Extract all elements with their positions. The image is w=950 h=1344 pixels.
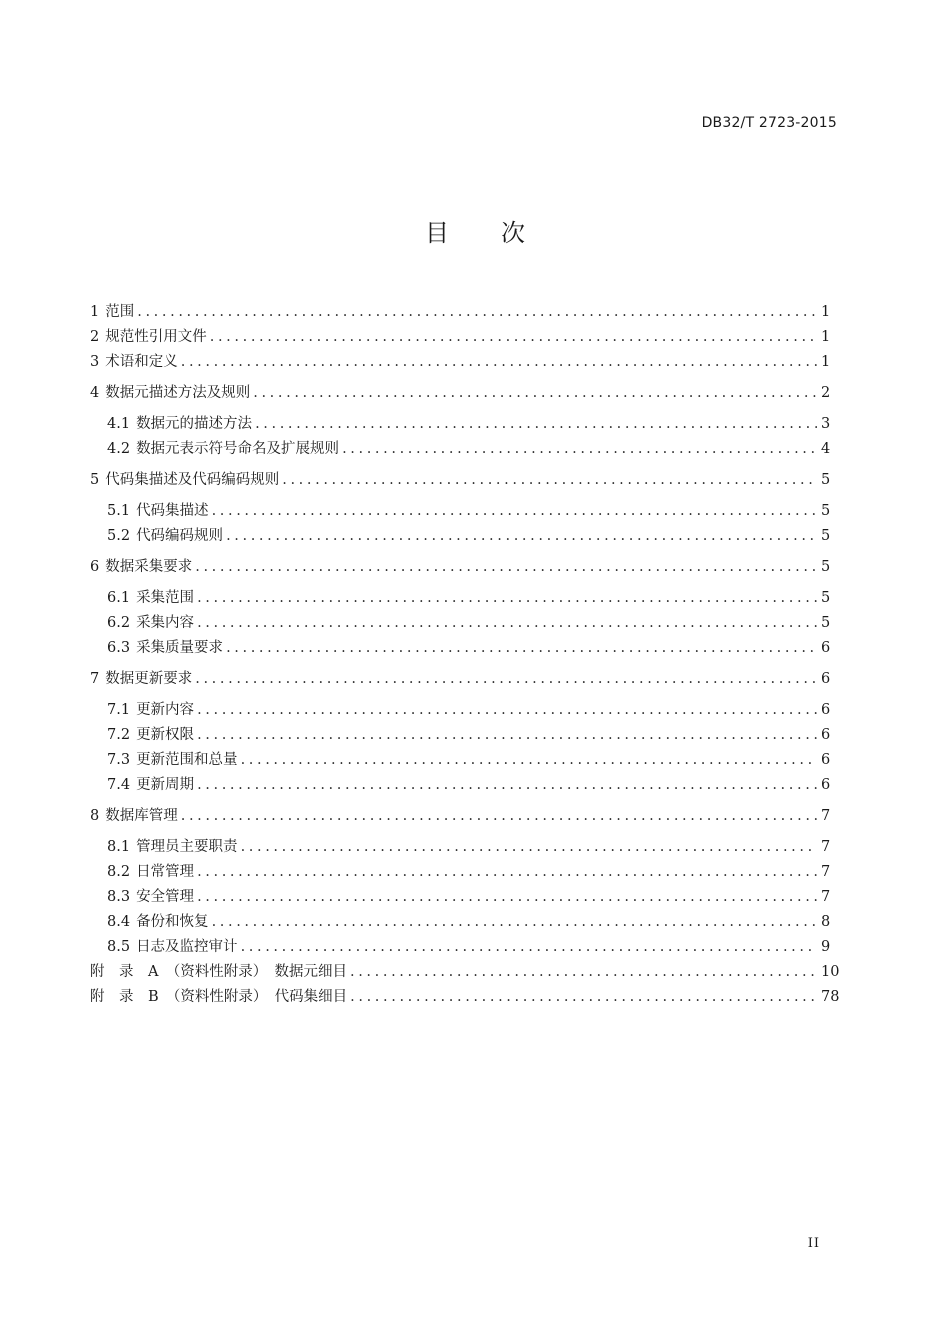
annex-label: 数据元细目 — [274, 964, 347, 980]
toc-entry[interactable] — [90, 437, 829, 462]
toc-leader-dots — [181, 350, 817, 375]
toc-entry-page: 5 — [821, 615, 831, 631]
toc-entry[interactable] — [90, 350, 829, 375]
toc-entry[interactable] — [90, 381, 829, 406]
toc-entry-label: 代码集描述 — [136, 503, 209, 519]
toc-entry[interactable] — [90, 885, 829, 910]
toc-entry-label: 术语和定义 — [105, 354, 178, 370]
toc-leader-dots — [241, 835, 817, 860]
toc-entry[interactable] — [90, 325, 829, 350]
toc-leader-dots — [255, 412, 817, 437]
toc-entry-label: 代码编码规则 — [136, 528, 224, 544]
toc-entry-page: 1 — [821, 354, 831, 370]
toc-entry-number: 6.3 — [107, 640, 131, 656]
toc-entry-page: 3 — [821, 416, 831, 432]
toc-entry-label: 采集质量要求 — [136, 640, 224, 656]
toc-entry-page: 5 — [821, 559, 831, 575]
toc-entry[interactable] — [90, 555, 829, 580]
toc-entry[interactable] — [90, 636, 829, 661]
toc-entry-label: 更新周期 — [136, 777, 195, 793]
toc-entry-number: 4 — [90, 385, 100, 401]
toc-entry-number: 5.1 — [107, 503, 131, 519]
toc-leader-dots — [195, 555, 817, 580]
toc-entry-label: 日常管理 — [136, 864, 195, 880]
toc-entry-label: 更新权限 — [136, 727, 195, 743]
toc-entry[interactable] — [90, 698, 829, 723]
toc-entry-number: 7.1 — [107, 702, 131, 718]
toc-entry-number: 6 — [90, 559, 100, 575]
toc-entry-label: 更新内容 — [136, 702, 195, 718]
toc-entry-number: 8 — [90, 808, 100, 824]
toc-entry-page: 4 — [821, 441, 831, 457]
toc-entry[interactable] — [90, 804, 829, 829]
document-code: DB32/T 2723-2015 — [701, 115, 837, 131]
toc-leader-dots — [197, 860, 817, 885]
toc-entry-label: 采集范围 — [136, 590, 195, 606]
toc-annex-entry[interactable] — [90, 985, 840, 1010]
toc-entry-page: 6 — [821, 777, 831, 793]
toc-entry-label: 数据采集要求 — [105, 559, 193, 575]
toc-entry-number: 6.2 — [107, 615, 131, 631]
toc-entry-page: 7 — [821, 889, 831, 905]
toc-leader-dots — [197, 698, 817, 723]
toc-entry-page: 9 — [821, 939, 831, 955]
toc-entry-label: 数据库管理 — [105, 808, 178, 824]
toc-leader-dots — [197, 885, 817, 910]
toc-entry-number: 8.3 — [107, 889, 131, 905]
toc-entry-number: 3 — [90, 354, 100, 370]
toc-entry-number: 7.2 — [107, 727, 131, 743]
toc-entry-label: 备份和恢复 — [136, 914, 209, 930]
toc-entry-label: 数据更新要求 — [105, 671, 193, 687]
toc-entry-label: 数据元表示符号命名及扩展规则 — [136, 441, 340, 457]
annex-label: 代码集细目 — [274, 989, 348, 1005]
toc-entry-label: 采集内容 — [136, 615, 195, 631]
toc-entry-number: 7.4 — [107, 777, 131, 793]
toc-entry-page: 2 — [821, 385, 831, 401]
toc-leader-dots — [210, 325, 817, 350]
toc-entry[interactable] — [90, 499, 829, 524]
toc-entry-page: 8 — [821, 914, 831, 930]
annex-prefix: 附 录 A （资料性附录） — [90, 964, 275, 980]
toc-annex-entry[interactable] — [90, 960, 840, 985]
toc-entry-page: 7 — [821, 864, 831, 880]
toc-entry-number: 8.1 — [107, 839, 131, 855]
toc-entry-page: 5 — [821, 503, 831, 519]
toc-entry-page: 1 — [821, 304, 831, 320]
toc-leader-dots — [197, 773, 817, 798]
toc-entry-number: 7 — [90, 671, 100, 687]
toc-entry-page: 7 — [821, 839, 831, 855]
toc-entry-page: 5 — [821, 472, 831, 488]
table-of-contents — [90, 300, 840, 1010]
toc-entry-number: 6.1 — [107, 590, 131, 606]
toc-entry-label: 规范性引用文件 — [105, 329, 207, 345]
toc-entry[interactable] — [90, 586, 829, 611]
toc-entry-page: 6 — [821, 702, 831, 718]
toc-entry-number: 7.3 — [107, 752, 131, 768]
toc-entry-page: 5 — [821, 590, 831, 606]
toc-entry-number: 8.4 — [107, 914, 131, 930]
toc-leader-dots — [226, 636, 817, 661]
page-title — [0, 213, 950, 248]
annex-page: 78 — [821, 989, 840, 1005]
toc-leader-dots — [226, 524, 817, 549]
toc-entry-label: 更新范围和总量 — [136, 752, 238, 768]
toc-entry[interactable] — [90, 723, 829, 748]
toc-entry[interactable] — [90, 835, 829, 860]
toc-entry[interactable] — [90, 910, 829, 935]
toc-entry[interactable] — [90, 300, 829, 325]
toc-entry[interactable] — [90, 524, 829, 549]
toc-entry-number: 8.5 — [107, 939, 131, 955]
toc-entry-page: 5 — [821, 528, 831, 544]
toc-leader-dots — [181, 804, 817, 829]
title-char-1: 目 — [425, 219, 449, 247]
toc-leader-dots — [241, 748, 817, 773]
toc-entry-number: 8.2 — [107, 864, 131, 880]
toc-leader-dots — [282, 468, 817, 493]
toc-leader-dots — [350, 960, 817, 985]
annex-page: 10 — [821, 964, 840, 980]
toc-leader-dots — [197, 723, 817, 748]
toc-entry-label: 代码集描述及代码编码规则 — [105, 472, 280, 488]
toc-leader-dots — [197, 611, 817, 636]
toc-entry[interactable] — [90, 468, 829, 493]
toc-leader-dots — [212, 499, 817, 524]
toc-entry-label: 日志及监控审计 — [136, 939, 238, 955]
toc-entry[interactable] — [90, 773, 829, 798]
toc-entry-number: 5 — [90, 472, 100, 488]
toc-leader-dots — [212, 910, 817, 935]
annex-prefix: 附 录 B （资料性附录） — [90, 989, 275, 1005]
toc-entry-label: 数据元描述方法及规则 — [105, 385, 251, 401]
toc-leader-dots — [253, 381, 817, 406]
toc-leader-dots — [195, 667, 817, 692]
toc-entry-label: 数据元的描述方法 — [136, 416, 253, 432]
toc-entry[interactable] — [90, 748, 829, 773]
toc-entry-page: 7 — [821, 808, 831, 824]
toc-entry-page: 6 — [821, 671, 831, 687]
toc-entry-number: 1 — [90, 304, 100, 320]
title-char-2: 次 — [501, 219, 525, 247]
toc-entry-number: 4.2 — [107, 441, 131, 457]
toc-entry-label: 管理员主要职责 — [136, 839, 238, 855]
toc-leader-dots — [137, 300, 817, 325]
toc-leader-dots — [241, 935, 817, 960]
page-number: II — [807, 1236, 820, 1251]
toc-leader-dots — [197, 586, 817, 611]
toc-entry-page: 6 — [821, 727, 831, 743]
toc-entry[interactable] — [90, 667, 829, 692]
toc-entry[interactable] — [90, 412, 829, 437]
toc-entry[interactable] — [90, 611, 829, 636]
toc-entry[interactable] — [90, 935, 829, 960]
toc-entry-number: 2 — [90, 329, 100, 345]
toc-leader-dots — [350, 985, 817, 1010]
toc-entry-label: 安全管理 — [136, 889, 195, 905]
toc-entry-page: 6 — [821, 640, 831, 656]
toc-entry-label: 范围 — [105, 304, 135, 320]
toc-entry-number: 4.1 — [107, 416, 131, 432]
toc-leader-dots — [342, 437, 817, 462]
toc-entry-page: 1 — [821, 329, 831, 345]
toc-entry[interactable] — [90, 860, 829, 885]
toc-entry-page: 6 — [821, 752, 831, 768]
toc-entry-number: 5.2 — [107, 528, 131, 544]
